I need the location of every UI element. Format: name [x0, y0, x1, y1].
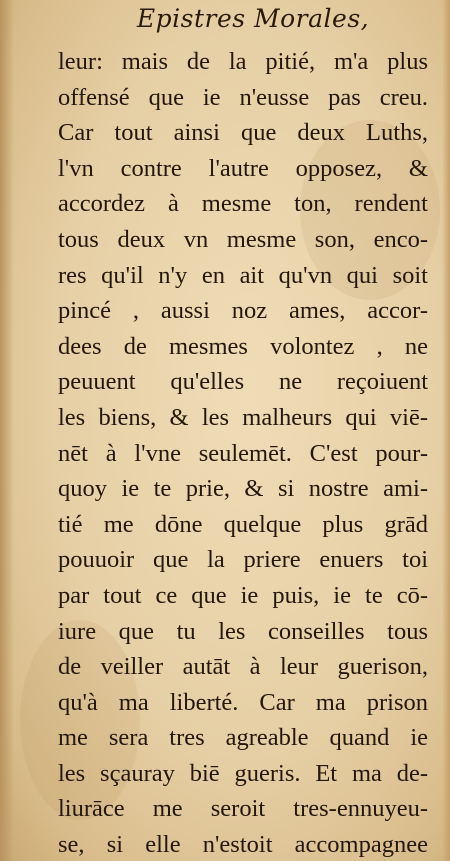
text-line: quoy ie te prie, & si nostre ami-: [58, 475, 428, 503]
text-line: pincé , aussi noz ames, accor-: [58, 297, 428, 325]
text-line: tous deux vn mesme son, enco-: [58, 225, 428, 253]
text-line: qu'à ma liberté. Car ma prison: [58, 688, 428, 716]
text-line: tié me dōne quelque plus grād: [58, 510, 428, 538]
text-line: de veiller autāt à leur guerison,: [58, 653, 428, 681]
page-shadow-right: [442, 0, 450, 861]
text-line: dees de mesmes volontez , ne: [58, 332, 428, 360]
text-line: l'vn contre l'autre opposez, &: [58, 154, 428, 182]
text-line: se, si elle n'estoit accompagnee: [58, 831, 428, 859]
text-line: Car tout ainsi que deux Luths,: [58, 119, 428, 147]
text-line: offensé que ie n'eusse pas creu.: [58, 83, 428, 111]
text-line: accordez à mesme ton, rendent: [58, 190, 428, 218]
text-line: me sera tres agreable quand ie: [58, 724, 428, 752]
text-line: leur: mais de la pitié, m'a plus: [58, 48, 428, 75]
text-line: les biens, & les malheurs qui viē-: [58, 403, 428, 431]
text-line: liurāce me seroit tres-ennuyeu-: [58, 795, 428, 823]
text-line: peuuent qu'elles ne reçoiuent: [58, 368, 428, 396]
text-line: nēt à l'vne seulemēt. C'est pour-: [58, 439, 428, 467]
text-line: les sçauray biē gueris. Et ma de-: [58, 759, 428, 787]
text-line: par tout ce que ie puis, ie te cō-: [58, 581, 428, 609]
text-line: pouuoir que la priere enuers toi: [58, 546, 428, 574]
body-text: [58, 44, 428, 861]
running-title: Epistres Morales,: [136, 4, 370, 33]
text-line: iure que tu les conseilles tous: [58, 617, 428, 645]
text-line: res qu'il n'y en ait qu'vn qui soit: [58, 261, 428, 289]
running-header: [0, 4, 450, 33]
page-shadow-left: [0, 0, 14, 861]
